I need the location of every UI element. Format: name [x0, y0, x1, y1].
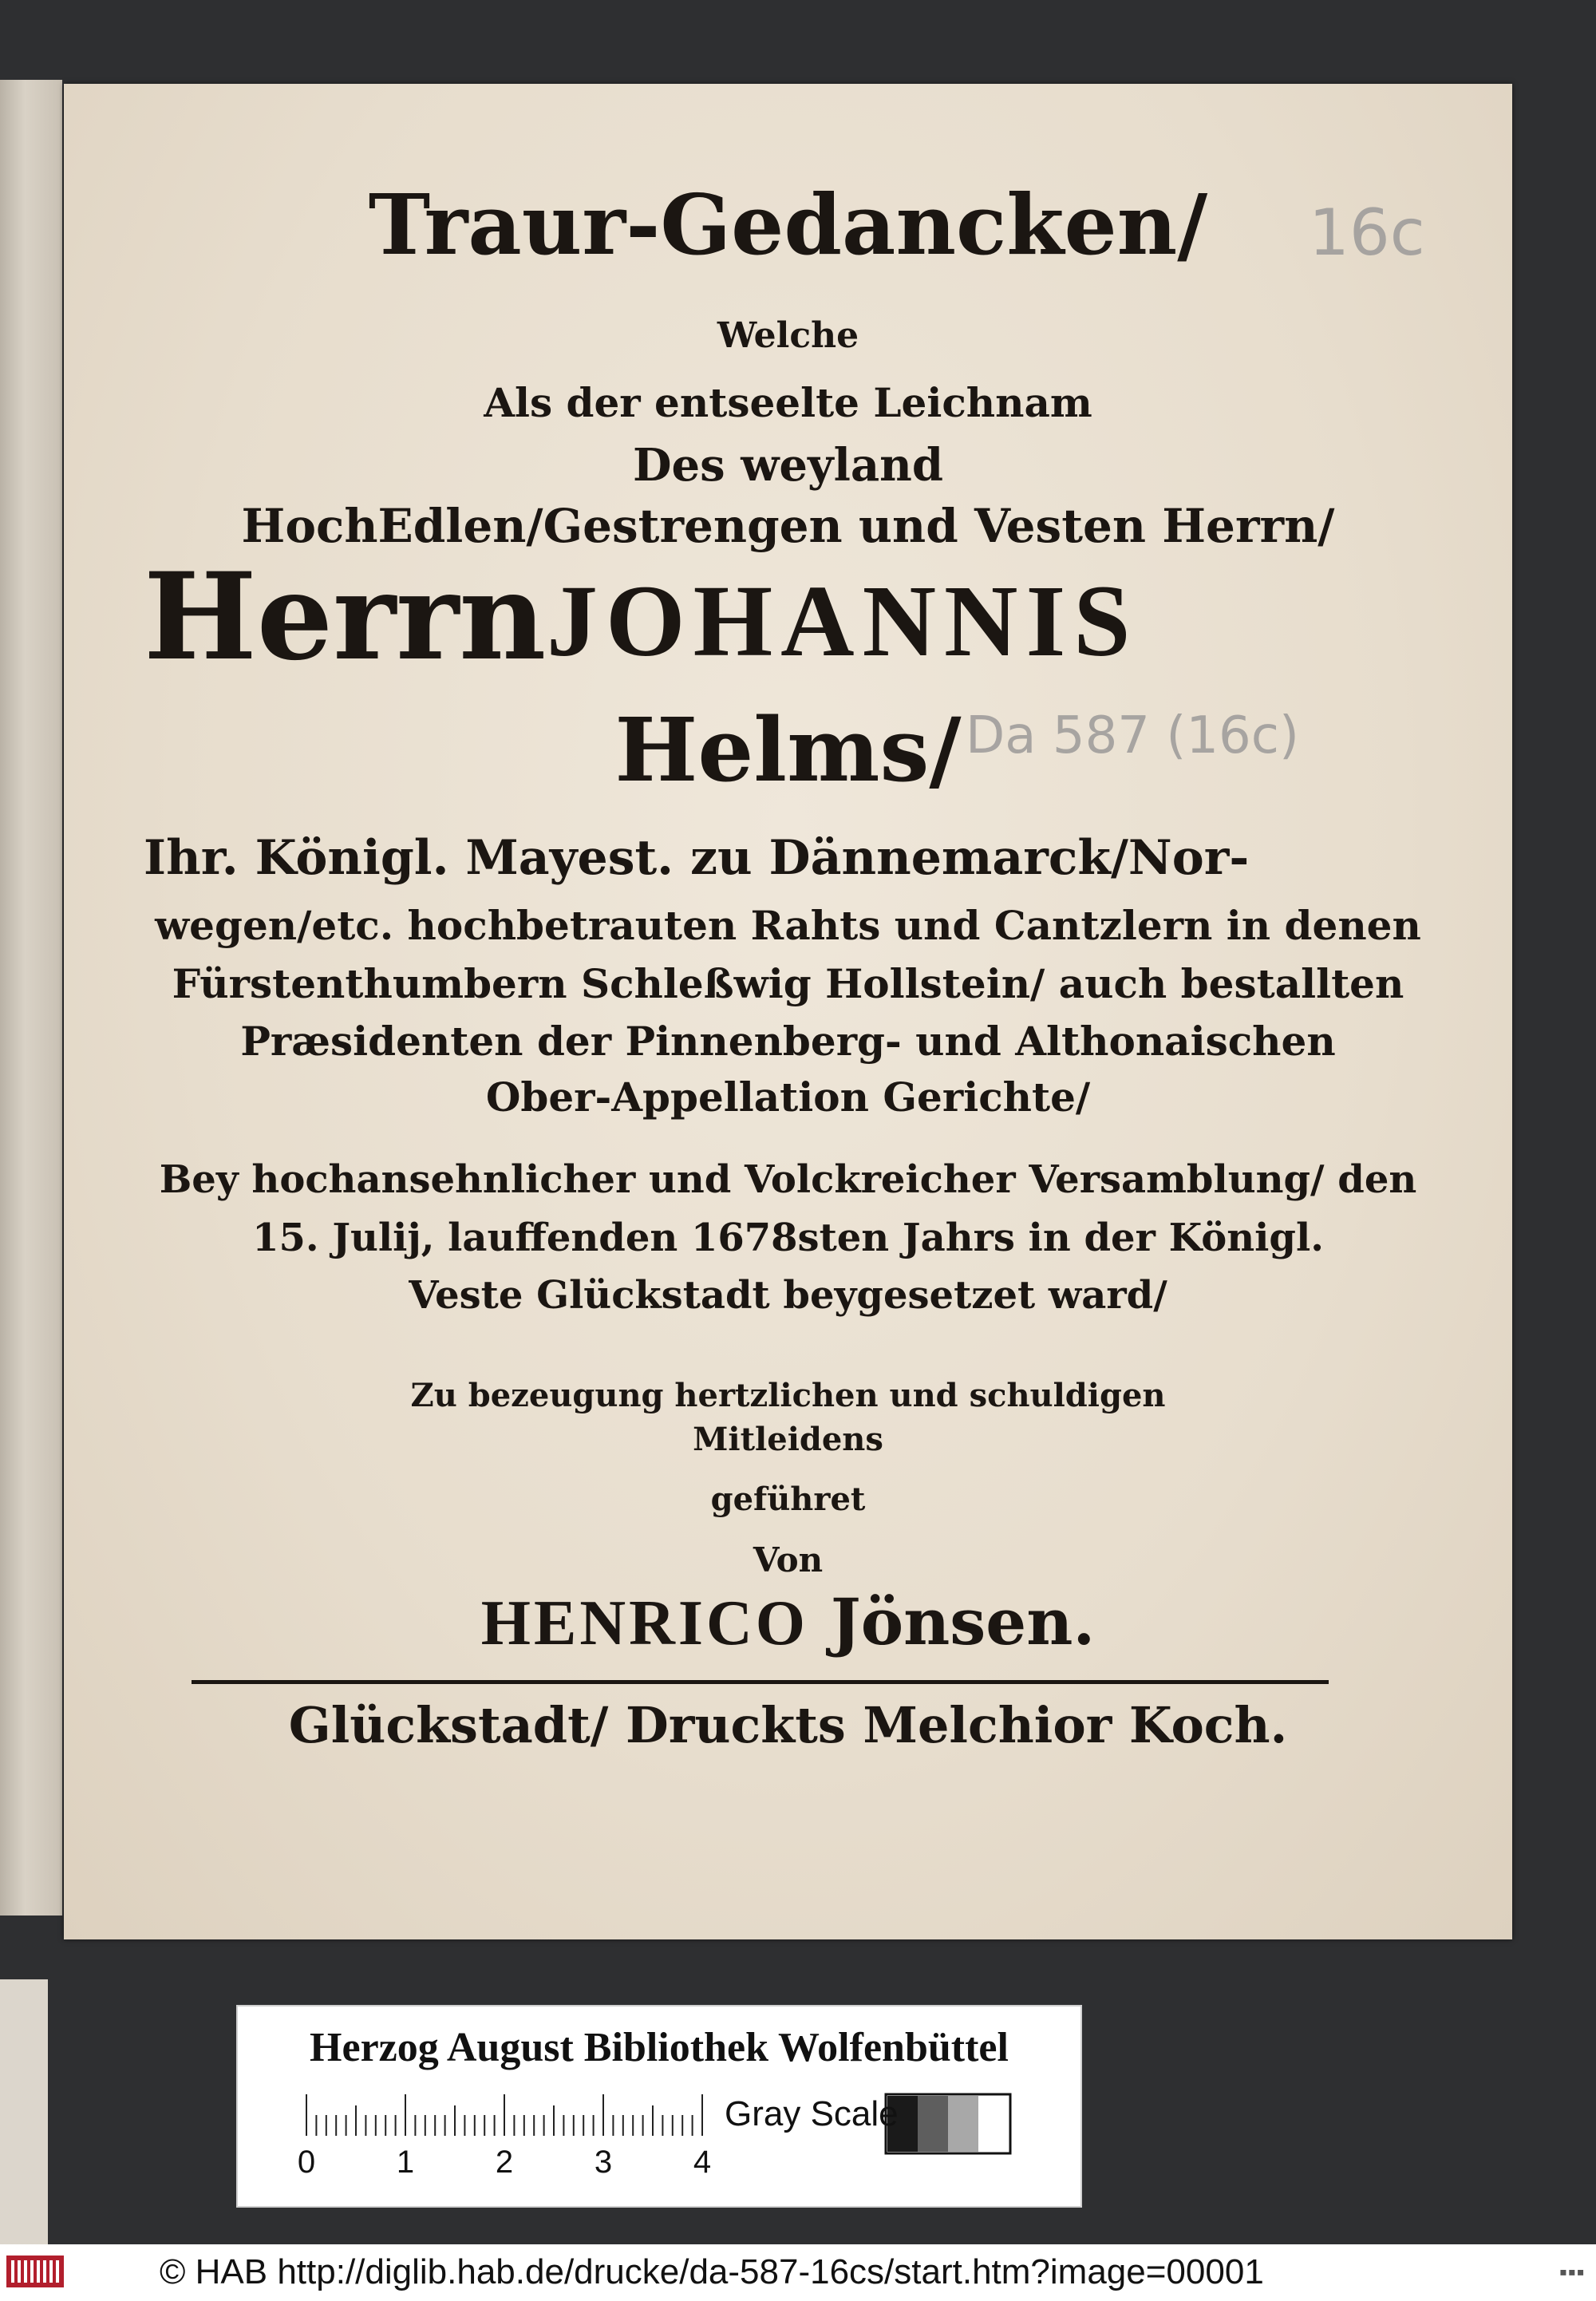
name-line [144, 547, 1432, 690]
line-von: Von [753, 1540, 824, 1579]
line-ober: Ober-Appellation Gerichte/ [485, 1073, 1091, 1121]
title-page [64, 84, 1512, 1939]
gray-patch [918, 2096, 948, 2152]
adjacent-page-edge [0, 80, 62, 1916]
line-bey: Bey hochansehnlicher und Volckreicher Versamblung/ den [159, 1157, 1417, 1202]
footer-url[interactable]: © HAB http://diglib.hab.de/drucke/da-587-16cs/start.htm?image=00001 [160, 2252, 1264, 2291]
ruler-number: 2 [495, 2145, 514, 2180]
ruler-numbers [298, 2145, 711, 2180]
line-johannis: JOHANNIS [547, 564, 1139, 678]
line-ihr: Ihr. Königl. Mayest. zu Dännemarck/Nor- [144, 830, 1250, 886]
hab-logo-icon [6, 2256, 64, 2287]
line-gefuehret: geführet [710, 1481, 866, 1518]
shelf-mark-top: 16c [1309, 196, 1425, 270]
imprint: Glückstadt/ Druckts Melchior Koch. [288, 1696, 1288, 1754]
gray-scale-label: Gray Scale [725, 2094, 899, 2133]
main-title: Traur-Gedancken/ [368, 176, 1208, 274]
line-veste: Veste Glückstadt beygesetzet ward/ [409, 1273, 1167, 1318]
line-henrico: HENRICO [480, 1588, 809, 1659]
footer-mark: ▪▪▪ [1558, 2263, 1585, 2280]
gray-scale-patches [886, 2094, 1010, 2153]
title-page-text [64, 84, 1512, 1939]
line-praesidenten: Præsidenten der Pinnenberg- und Althonaischen [240, 1018, 1336, 1065]
ruler-number: 3 [594, 2145, 613, 2180]
ruler-number: 1 [396, 2145, 415, 2180]
ruler-ticks [306, 2094, 702, 2136]
author-line [144, 1584, 1432, 1660]
line-mitleidens: Mitleidens [693, 1421, 883, 1458]
line-wegen: wegen/etc. hochbetrauten Rahts und Cantzlern in denen [155, 902, 1421, 949]
line-herrn: Herrn [144, 547, 547, 687]
color-reference-card [236, 2005, 1082, 2208]
line-als: Als der entseelte Leichnam [484, 379, 1092, 426]
footer-bar [0, 2244, 1596, 2301]
imprint-rule [192, 1680, 1329, 1684]
line-julij: 15. Julij, lauffenden 1678sten Jahrs in der Königl. [252, 1216, 1324, 1260]
line-hoch: HochEdlen/Gestrengen und Vesten Herrn/ [241, 499, 1335, 553]
ruler-scale [238, 2006, 1080, 2206]
line-joensen: Jönsen. [830, 1584, 1096, 1659]
line-zu: Zu bezeugung hertzlichen und schuldigen [410, 1377, 1166, 1414]
gray-patch [978, 2096, 1009, 2152]
ruler-number: 0 [297, 2145, 316, 2180]
line-fuersten: Fürstenthumbern Schleßwig Hollstein/ auch bestallten [172, 960, 1404, 1007]
line-helms: Helms/ [614, 698, 962, 801]
book-spine-label [0, 1979, 48, 2251]
shelf-mark-middle: Da 587 (16c) [966, 706, 1299, 765]
line-welche: Welche [717, 315, 859, 356]
ruler-number: 4 [693, 2145, 712, 2180]
gray-patch [948, 2096, 978, 2152]
line-des: Des weyland [632, 439, 944, 492]
library-name: Herzog August Bibliothek Wolfenbüttel [310, 2025, 1009, 2070]
